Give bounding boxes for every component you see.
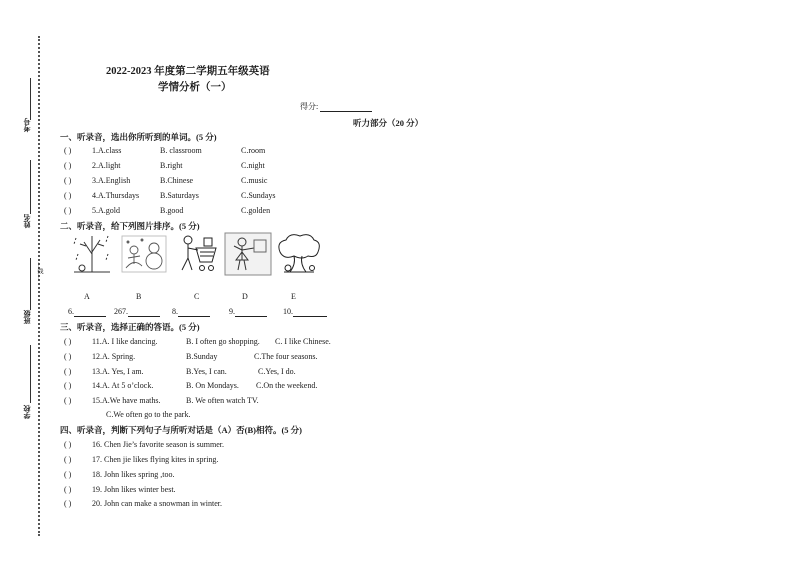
shopping-cart-icon [174, 232, 222, 276]
q12-option-b: B.Sunday [186, 352, 218, 361]
tree-with-rain-icon [68, 232, 116, 276]
q13-option-a: 13.A. Yes, I am. [92, 367, 144, 376]
picture-label-e: E [291, 292, 296, 301]
q14-option-a: 14.A. At 5 o’clock. [92, 381, 154, 390]
snowman-scene-icon [120, 232, 168, 276]
answer-bracket[interactable]: ( ) [64, 499, 72, 508]
answer-bracket[interactable]: ( ) [64, 485, 72, 494]
answer-bracket[interactable]: ( ) [64, 352, 72, 361]
q14-option-c: C.On the weekend. [256, 381, 318, 390]
side-field-line [30, 345, 31, 403]
blank-6 [68, 307, 106, 317]
picture-label-b: B [136, 292, 142, 301]
q17-statement: 17. Chen jie likes flying kites in spring. [92, 455, 219, 464]
answer-bracket[interactable]: ( ) [64, 440, 72, 449]
q16-statement: 16. Chen Jie’s favorite season is summer. [92, 440, 224, 449]
answer-bracket[interactable]: ( ) [64, 455, 72, 464]
answer-bracket[interactable]: ( ) [64, 381, 72, 390]
q11-option-b: B. I often go shopping. [186, 337, 260, 346]
exam-subtitle: 学情分析（一） [158, 82, 232, 93]
q5-option-b: B.good [160, 206, 184, 215]
picture-label-c: C [194, 292, 200, 301]
blank-number: 267. [114, 307, 128, 316]
dancing-girl-icon [224, 232, 272, 276]
picture-label-d: D [242, 292, 248, 301]
section-4-heading: 四、听录音，判断下列句子与所听对话是（A）否(B)相符。(5 分) [60, 425, 303, 435]
side-label-name: 姓名 [23, 214, 31, 228]
answer-bracket[interactable]: ( ) [64, 206, 72, 215]
exam-title: 2022-2023 年度第二学期五年级英语 [106, 66, 270, 77]
q19-statement: 19. John likes winter best. [92, 485, 176, 494]
blank-8 [172, 307, 210, 317]
q1-option-a: 1.A.class [92, 146, 122, 155]
binding-dotted-line [38, 36, 40, 536]
answer-bracket[interactable]: ( ) [64, 337, 72, 346]
q11-option-c: C. I like Chinese. [275, 337, 331, 346]
q2-option-c: C.night [241, 161, 265, 170]
blank-10 [283, 307, 327, 317]
blank-number: 8. [172, 307, 178, 316]
q11-option-a: 11.A. I like dancing. [92, 337, 158, 346]
side-label-class: 班级 [23, 310, 31, 324]
answer-bracket[interactable]: ( ) [64, 470, 72, 479]
q1-option-b: B. classroom [160, 146, 202, 155]
answer-blank[interactable] [128, 307, 160, 317]
q3-option-a: 3.A.English [92, 176, 131, 185]
answer-blank[interactable] [74, 307, 106, 317]
answer-bracket[interactable]: ( ) [64, 191, 72, 200]
big-tree-icon [272, 232, 324, 276]
blank-number: 6. [68, 307, 74, 316]
side-label-exam-number: 考号 [23, 118, 31, 132]
picture-label-a: A [84, 292, 90, 301]
q13-option-c: C.Yes, I do. [258, 367, 296, 376]
q4-option-b: B.Saturdays [160, 191, 199, 200]
blank-7 [114, 307, 160, 317]
answer-blank[interactable] [178, 307, 210, 317]
q18-statement: 18. John likes spring ,too. [92, 470, 175, 479]
answer-bracket[interactable]: ( ) [64, 146, 72, 155]
q12-option-a: 12.A. Spring. [92, 352, 136, 361]
q4-option-a: 4.A.Thursdays [92, 191, 140, 200]
q12-option-c: C.The four seasons. [254, 352, 318, 361]
side-field-line [30, 160, 31, 214]
answer-bracket[interactable]: ( ) [64, 367, 72, 376]
answer-bracket[interactable]: ( ) [64, 161, 72, 170]
score-field [300, 102, 372, 112]
q15-option-b: B. We often watch TV. [186, 396, 259, 405]
part-title: 听力部分（20 分） [353, 118, 424, 128]
section-1-heading: 一、听录音，选出你所听到的单词。(5 分) [60, 132, 217, 142]
blank-number: 9. [229, 307, 235, 316]
side-field-line [30, 258, 31, 310]
section-3-heading: 三、听录音，选择正确的答语。(5 分) [60, 322, 200, 332]
score-label: 得分: [300, 102, 319, 111]
q5-option-a: 5.A.gold [92, 206, 120, 215]
side-tick-mark: …线… [36, 262, 42, 280]
answer-bracket[interactable]: ( ) [64, 396, 72, 405]
q15-option-c: C.We often go to the park. [106, 410, 191, 419]
blank-number: 10. [283, 307, 293, 316]
q20-statement: 20. John can make a snowman in winter. [92, 499, 222, 508]
q1-option-c: C.room [241, 146, 266, 155]
section-2-heading: 二、听录音，给下列图片排序。(5 分) [60, 221, 200, 231]
q13-option-b: B.Yes, I can. [186, 367, 227, 376]
q15-option-a: 15.A.We have maths. [92, 396, 161, 405]
answer-blank[interactable] [293, 307, 327, 317]
q14-option-b: B. On Mondays. [186, 381, 239, 390]
side-label-school: 学校 [23, 405, 31, 419]
q4-option-c: C.Sundays [241, 191, 276, 200]
q3-option-b: B.Chinese [160, 176, 194, 185]
answer-blank[interactable] [235, 307, 267, 317]
q3-option-c: C.music [241, 176, 268, 185]
answer-bracket[interactable]: ( ) [64, 176, 72, 185]
q2-option-a: 2.A.light [92, 161, 121, 170]
q2-option-b: B.right [160, 161, 183, 170]
q5-option-c: C.golden [241, 206, 271, 215]
side-field-line [30, 78, 31, 120]
blank-9 [229, 307, 267, 317]
score-blank[interactable] [320, 102, 372, 112]
